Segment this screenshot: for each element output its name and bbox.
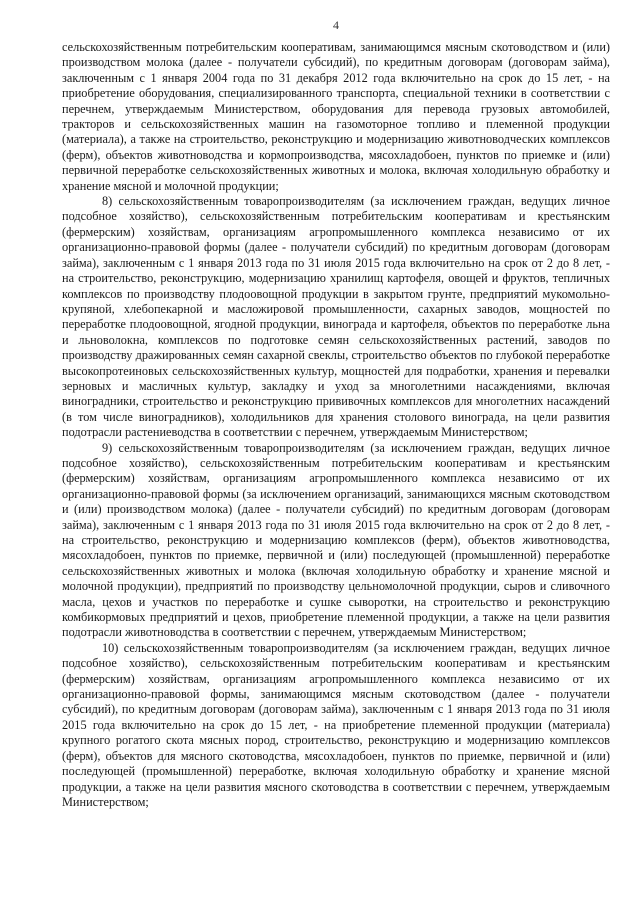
page-number: 4 [333,18,339,32]
paragraph-item-9: 9) сельскохозяйственным товаропроизводителям (за исключением граждан, ведущих личное подсобное хозяйство), сельскохозяйственным потребительским кооперативам и крестьянским (фермерским) хозяйствам, организациям агропромышленного комплекса независимо от их организационно-правовой формы (за исключением организаций, занимающихся мясным скотоводством и (или) производством молока) (далее - получатели субсидий) по кредитным договорам (договорам займа), заключенным с 1 января 2013 года по 31 июля 2015 года включительно на срок от 2 до 8 лет, - на строительство, реконструкцию и модернизацию комплексов (ферм), объектов животноводства, мясохладобоен, пунктов по приемке, первичной и (или) последующей (промышленной) переработке сельскохозяйственных животных и молока (включая холодильную обработку и хранение мясной и молочной продукции), предприятий по производству цельномолочной продукции, сыров и сливочного масла, цехов и участков по переработке и сушке сыворотки, на строительство и реконструкцию комбикормовых предприятий и цехов, приобретение племенной продукции, а также на цели развития подотрасли животноводства в соответствии с перечнем, утверждаемым Министерством; [62,440,610,640]
paragraph-continuation: сельскохозяйственным потребительским кооперативам, занимающимся мясным скотоводством и (или) производством молока (далее - получатели субсидий), по кредитным договорам (договорам займа), заключенным с 1 января 2004 года по 31 декабря 2012 года включительно на срок до 15 лет, - на приобретение оборудования, специализированного транспорта, специальной техники в соответствии с перечнем, утверждаемым Министерством, оборудования для перевода грузовых автомобилей, тракторов и сельскохозяйственных машин на газомоторное топливо и племенной продукции (материала), а также на строительство, реконструкцию и модернизацию животноводческих комплексов (ферм), объектов животноводства и кормопроизводства, мясохладобоен, пунктов по приемке и (или) первичной переработке сельскохозяйственных животных и молока, включая холодильную обработку и хранение мясной и молочной продукции; [62,40,610,193]
document-page [62,18,610,810]
paragraph-item-10: 10) сельскохозяйственным товаропроизводителям (за исключением граждан, ведущих личное подсобное хозяйство), сельскохозяйственным потребительским кооперативам и крестьянским (фермерским) хозяйствам, организациям агропромышленного комплекса независимо от их организационно-правовой формы, занимающимся мясным скотоводством (далее - получатели субсидий), по кредитным договорам (договорам займа), заключенным с 1 января 2013 года по 31 июля 2015 года включительно на срок до 15 лет, - на приобретение племенной продукции (материала) крупного рогатого скота мясных пород, строительство, реконструкцию и модернизацию комплексов (ферм), объектов для мясного скотоводства, мясохладобоен, пунктов по приемке, первичной и (или) последующей (промышленной) переработке, включая холодильную обработку и хранение мясной продукции, а также на цели развития мясного скотоводства в соответствии с перечнем, утверждаемым Министерством; [62,640,610,809]
paragraph-item-8: 8) сельскохозяйственным товаропроизводителям (за исключением граждан, ведущих личное подсобное хозяйство), сельскохозяйственным потребительским кооперативам и крестьянским (фермерским) хозяйствам, организациям агропромышленного комплекса независимо от их организационно-правовой формы (далее - получатели субсидий) по кредитным договорам (договорам займа), заключенным с 1 января 2013 года по 31 июля 2015 года включительно на срок от 2 до 8 лет, - на строительство, реконструкцию, модернизацию хранилищ картофеля, овощей и фруктов, тепличных комплексов по производству плодоовощной продукции в закрытом грунте, предприятий мукомольно-крупяной, хлебопекарной и масложировой промышленности, сахарных заводов, мощностей по переработке плодоовощной, ягодной продукции, винограда и картофеля, объектов по переработке льна и льноволокна, комплексов по подготовке семян сельскохозяйственных растений, заводов по производству дражированных семян сахарной свеклы, строительство объектов по глубокой переработке высокопротеиновых сельскохозяйственных культур, мощностей для подработки, хранения и перевалки зерновых и масличных культур, закладку и уход за многолетними насаждениями, включая виноградники, строительство и реконструкцию прививочных комплексов для многолетних насаждений (в том числе виноградников), холодильников для хранения столового винограда, на цели развития подотрасли растениеводства в соответствии с перечнем, утверждаемым Министерством; [62,194,610,440]
